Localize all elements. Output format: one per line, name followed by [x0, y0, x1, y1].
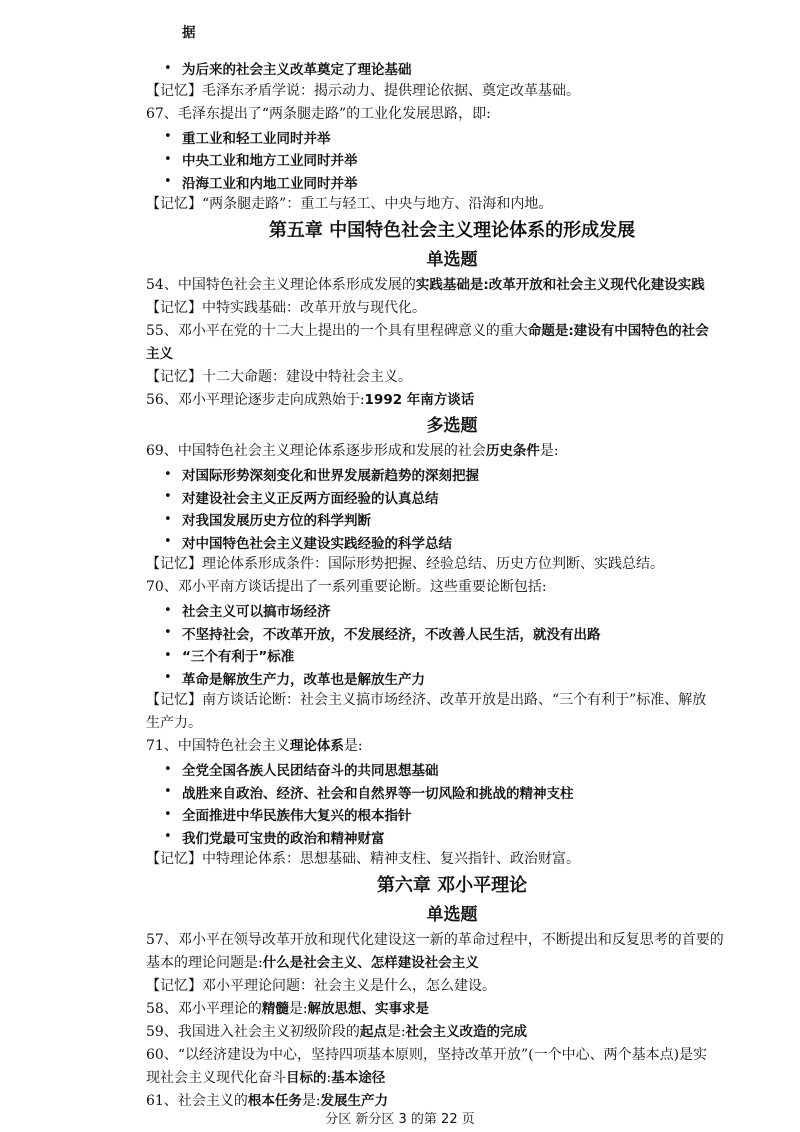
question-61: 61、社会主义的根本任务是:发展生产力	[146, 1093, 389, 1109]
bullet-icon: •	[164, 511, 172, 527]
list-item: • 革命是解放生产力，改革也是解放生产力	[164, 670, 425, 688]
question-58: 58、邓小平理论的精髓是:解放思想、实事求是	[146, 1001, 430, 1017]
question-67: 67、毛泽东提出了“两条腿走路”的工业化发展思路，即:	[146, 105, 491, 122]
list-item: • 沿海工业和内地工业同时并举	[164, 174, 358, 192]
bullet-icon: •	[164, 670, 172, 686]
memory-note: 【记忆】理论体系形成条件：国际形势把握、经验总结、历史方位判断、实践总结。	[146, 556, 664, 572]
memory-note: 【记忆】十二大命题：建设中特社会主义。	[146, 369, 412, 385]
question-55-continued: 主义	[146, 346, 173, 362]
bullet-icon: •	[164, 829, 172, 845]
bullet-icon: •	[164, 489, 172, 505]
list-item: • 全党全国各族人民团结奋斗的共同思想基础	[164, 761, 439, 780]
chapter-title: 第五章 中国特色社会主义理论体系的形成发展	[268, 220, 636, 241]
memory-note: 【记忆】中特理论体系：思想基础、精神支柱、复兴指针、政治财富。	[146, 851, 580, 867]
bullet-icon: •	[164, 60, 172, 76]
list-item: • 对中国特色社会主义建设实践经验的科学总结	[164, 534, 452, 552]
question-70: 70、邓小平南方谈话提出了一系列重要论断。这些重要论断包括:	[146, 579, 547, 595]
memory-note: 【记忆】“两条腿走路”：重工与轻工、中央与地方、沿海和内地。	[146, 196, 553, 212]
bullet-icon: •	[164, 761, 172, 777]
bullet-icon: •	[164, 625, 172, 641]
question-54: 54、中国特色社会主义理论体系形成发展的实践基础是:改革开放和社会主义现代化建设实践	[146, 277, 705, 293]
list-item: • 我们党最可宝贵的政治和精神财富	[164, 829, 385, 847]
list-item: • 对国际形势深刻变化和世界发展新趋势的深刻把握	[164, 466, 479, 485]
memory-note: 【记忆】毛泽东矛盾学说：揭示动力、提供理论依据、奠定改革基础。	[146, 82, 580, 99]
continued-line: 据	[182, 24, 196, 41]
bullet-icon: •	[164, 806, 172, 822]
chapter-title: 第六章 邓小平理论	[376, 875, 528, 896]
list-item: • 社会主义可以搞市场经济	[164, 602, 331, 621]
bullet-icon: •	[164, 602, 172, 618]
question-60-continued: 现社会主义现代化奋斗目标的:基本途径	[146, 1070, 386, 1086]
bullet-icon: •	[164, 466, 172, 482]
question-57: 57、邓小平在领导改革开放和现代化建设这一新的革命过程中，不断提出和反复思考的首要的	[146, 932, 724, 948]
memory-note: 【记忆】南方谈话论断：社会主义搞市场经济、改革开放是出路、“三个有利于”标准、解放	[146, 692, 707, 708]
memory-note-continued: 生产力。	[146, 715, 202, 731]
bullet-icon: •	[164, 129, 172, 145]
question-59: 59、我国进入社会主义初级阶段的起点是:社会主义改造的完成	[146, 1024, 528, 1040]
section-title: 单选题	[426, 905, 478, 925]
memory-note: 【记忆】邓小平理论问题：社会主义是什么，怎么建设。	[146, 978, 496, 994]
page-footer: 分区 新分区 3 的第 22 页	[325, 1112, 475, 1127]
list-item: • 不坚持社会，不改革开放，不发展经济，不改善人民生活，就没有出路	[164, 625, 601, 643]
question-69: 69、中国特色社会主义理论体系逐步形成和发展的社会历史条件是:	[146, 443, 559, 459]
list-item: • 对我国发展历史方位的科学判断	[164, 511, 371, 530]
list-item: • 为后来的社会主义改革奠定了理论基础	[164, 60, 412, 79]
question-60: 60、“以经济建设为中心，坚持四项基本原则，坚持改革开放”(一个中心、两个基本点)是实	[146, 1047, 708, 1063]
bullet-icon: •	[164, 174, 172, 190]
question-71: 71、中国特色社会主义理论体系是:	[146, 738, 363, 754]
list-item: • 战胜来自政治、经济、社会和自然界等一切风险和挑战的精神支柱	[164, 784, 574, 802]
bullet-icon: •	[164, 151, 172, 167]
question-56: 56、邓小平理论逐步走向成熟始于:1992 年南方谈话	[146, 392, 475, 408]
bullet-icon: •	[164, 534, 172, 550]
question-57-continued: 基本的理论问题是:什么是社会主义、怎样建设社会主义	[146, 955, 479, 971]
section-title: 单选题	[426, 250, 478, 270]
bullet-icon: •	[164, 784, 172, 800]
section-title: 多选题	[426, 416, 478, 436]
list-item: • 重工业和轻工业同时并举	[164, 129, 331, 147]
list-item: • “三个有利于”标准	[164, 647, 295, 666]
list-item: • 全面推进中华民族伟大复兴的根本指针	[164, 806, 412, 825]
list-item: • 对建设社会主义正反两方面经验的认真总结	[164, 489, 439, 507]
memory-note: 【记忆】中特实践基础：改革开放与现代化。	[146, 300, 426, 316]
document-content	[146, 8, 758, 1113]
list-item: • 中央工业和地方工业同时并举	[164, 151, 358, 170]
question-55: 55、邓小平在党的十二大上提出的一个具有里程碑意义的重大命题是:建设有中国特色的社会	[146, 323, 709, 339]
bullet-icon: •	[164, 647, 172, 663]
